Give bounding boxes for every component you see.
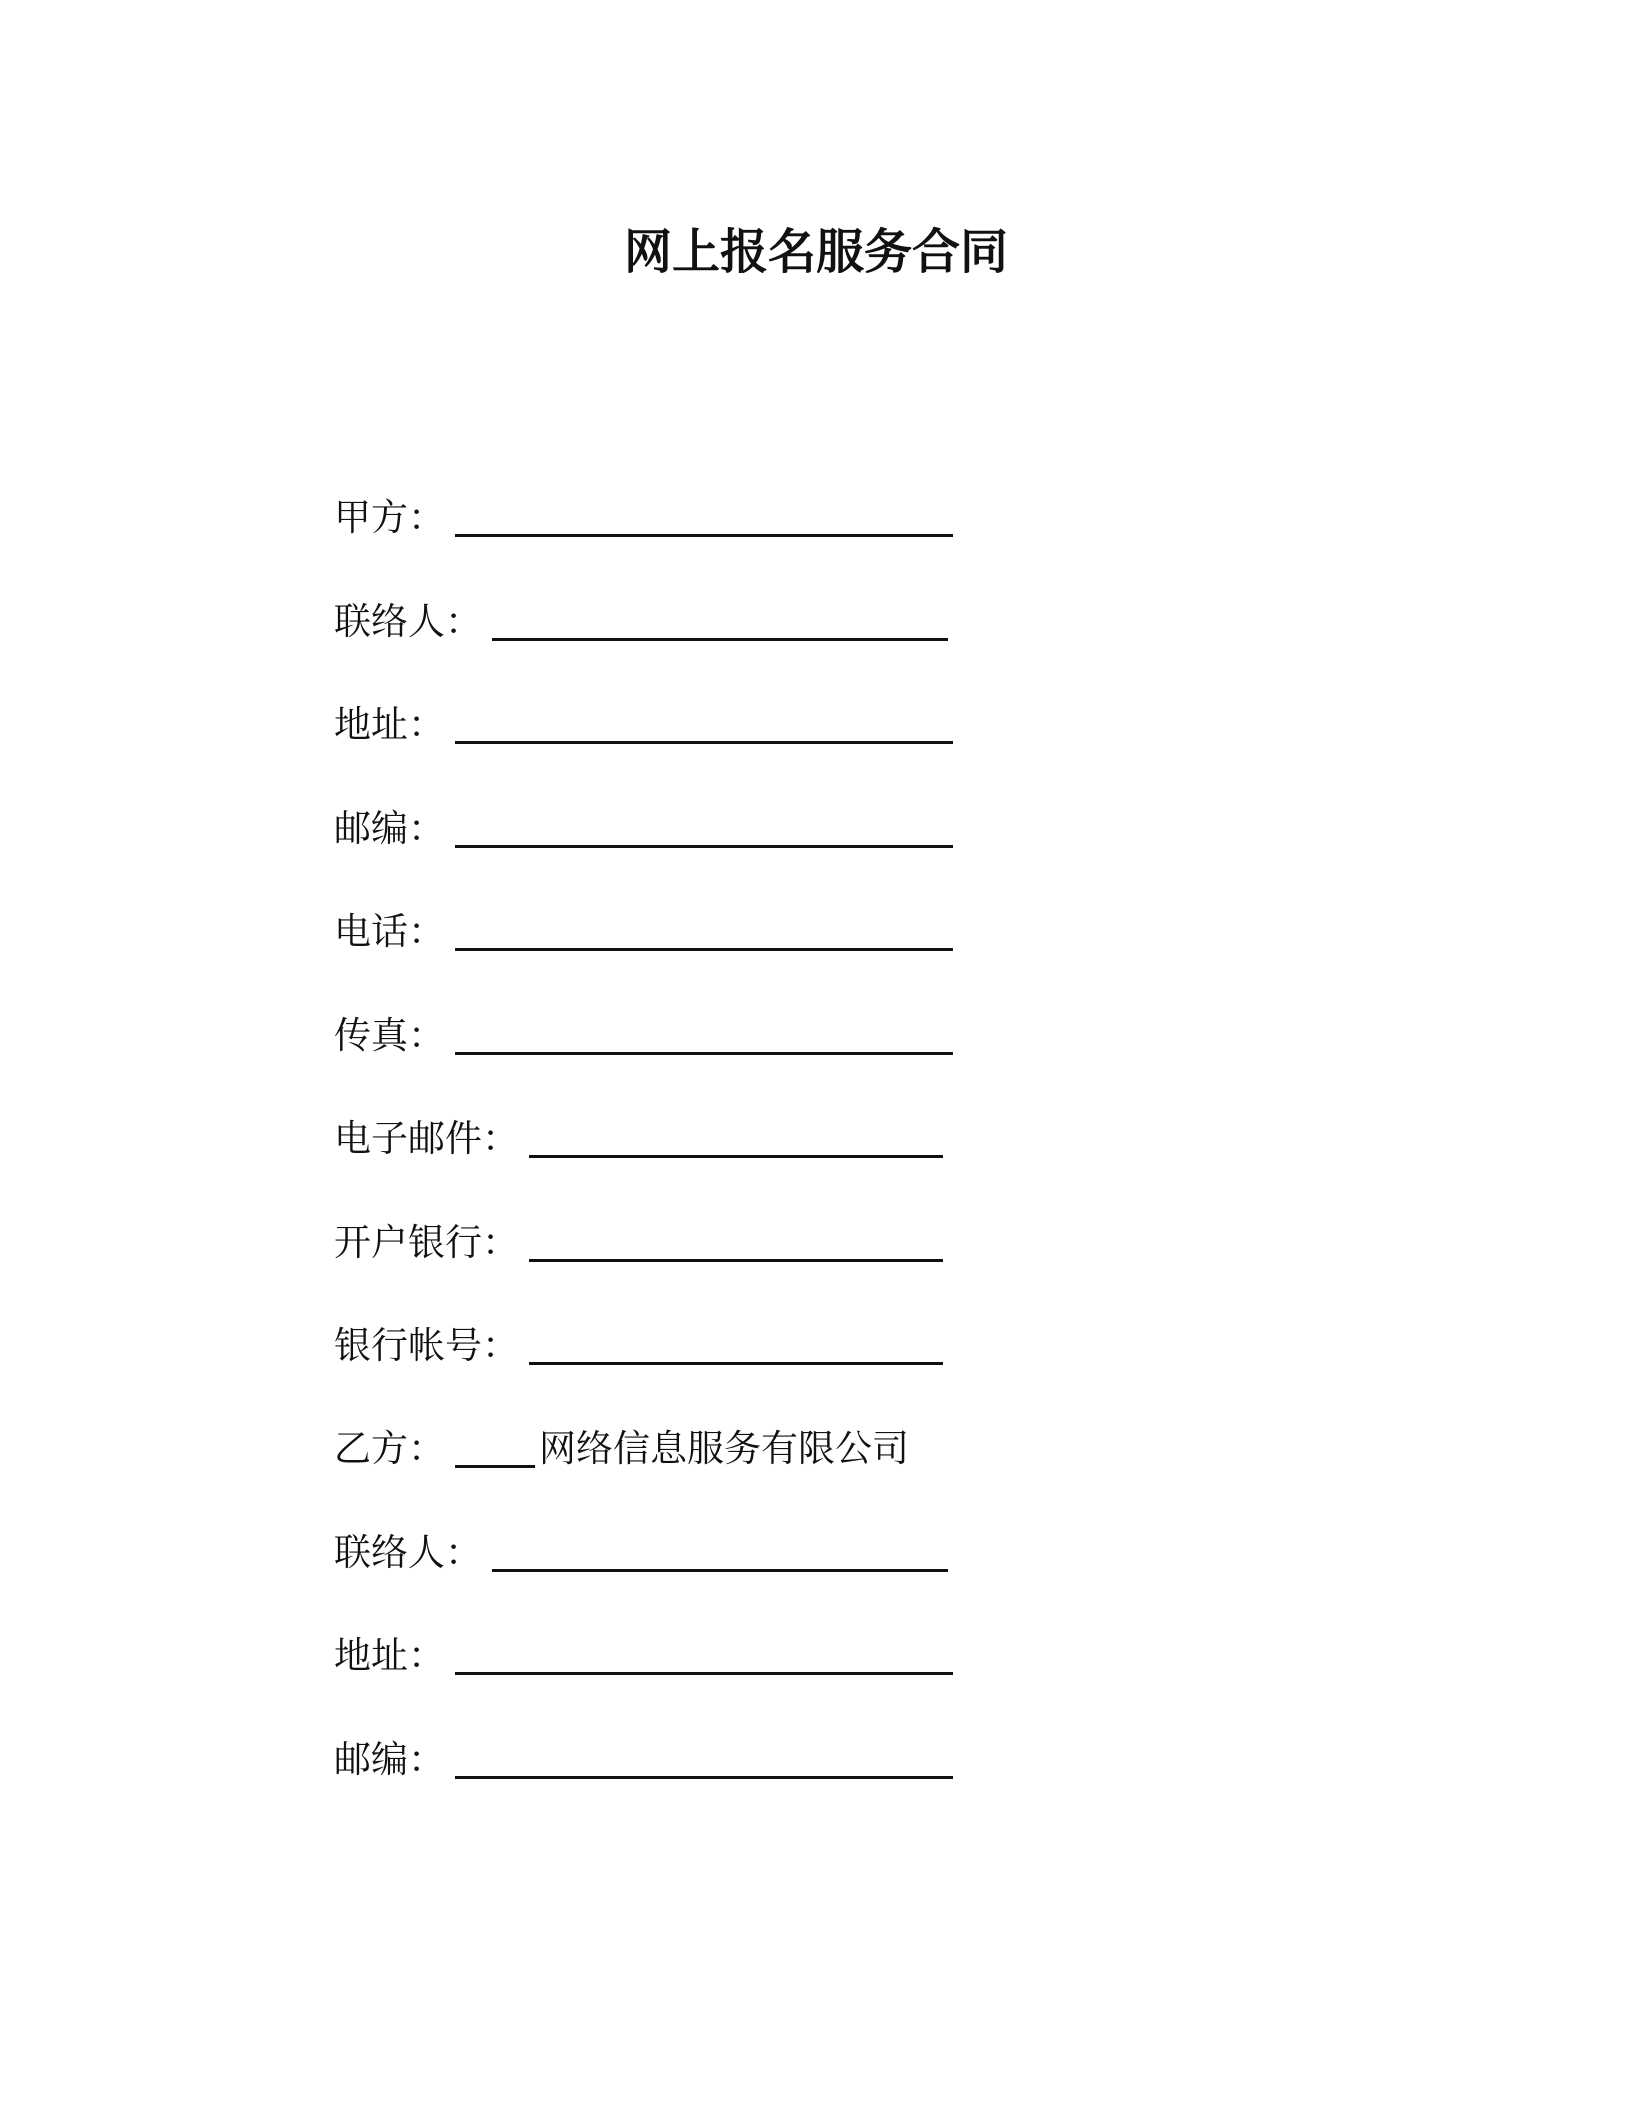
field-label: 甲方: [334, 496, 408, 539]
party-b-address-field: [334, 1631, 953, 1681]
party-b-contact-field: [334, 1528, 948, 1578]
field-colon: ：: [445, 600, 482, 643]
party-b-name-blank[interactable]: [455, 1431, 535, 1468]
party-a-email-blank[interactable]: [529, 1121, 943, 1158]
field-label: 联络人: [334, 600, 445, 643]
field-label: 邮编: [334, 1738, 408, 1781]
field-colon: ：: [408, 910, 445, 953]
field-label: 开户银行: [334, 1221, 482, 1264]
field-colon: ：: [482, 1221, 519, 1264]
field-label: 传真: [334, 1014, 408, 1057]
party-a-field: [334, 493, 953, 543]
party-a-address-blank[interactable]: [455, 707, 953, 744]
field-label: 电话: [334, 910, 408, 953]
party-a-postcode-field: [334, 804, 953, 854]
party-a-address-field: [334, 700, 953, 750]
field-label: 邮编: [334, 807, 408, 850]
field-label: 银行帐号: [334, 1324, 482, 1367]
field-colon: ：: [408, 1014, 445, 1057]
field-colon: ：: [408, 1427, 445, 1470]
party-a-fax-blank[interactable]: [455, 1018, 953, 1055]
party-b-company: 网络信息服务有限公司: [539, 1427, 909, 1470]
party-a-blank[interactable]: [455, 500, 953, 537]
field-colon: ：: [408, 1634, 445, 1677]
party-a-contact-blank[interactable]: [492, 604, 948, 641]
party-a-bank-blank[interactable]: [529, 1225, 943, 1262]
party-b-contact-blank[interactable]: [492, 1535, 948, 1572]
party-a-contact-field: [334, 597, 948, 647]
party-b-address-blank[interactable]: [455, 1638, 953, 1675]
field-colon: ：: [408, 807, 445, 850]
field-colon: ：: [408, 496, 445, 539]
document-title: 网上报名服务合同: [623, 224, 1008, 280]
party-b-postcode-field: [334, 1735, 953, 1785]
field-label: 乙方: [334, 1427, 408, 1470]
party-b-field: [334, 1424, 909, 1474]
party-b-postcode-blank[interactable]: [455, 1742, 953, 1779]
party-a-phone-field: [334, 907, 953, 957]
field-colon: ：: [482, 1117, 519, 1160]
field-colon: ：: [408, 1738, 445, 1781]
field-colon: ：: [408, 703, 445, 746]
field-colon: ：: [482, 1324, 519, 1367]
field-label: 地址: [334, 1634, 408, 1677]
field-label: 电子邮件: [334, 1117, 482, 1160]
field-label: 地址: [334, 703, 408, 746]
party-a-bank-field: [334, 1218, 943, 1268]
party-a-fax-field: [334, 1011, 953, 1061]
party-a-account-field: [334, 1321, 943, 1371]
party-a-account-blank[interactable]: [529, 1328, 943, 1365]
party-a-email-field: [334, 1114, 943, 1164]
party-a-postcode-blank[interactable]: [455, 811, 953, 848]
field-label: 联络人: [334, 1531, 445, 1574]
party-a-phone-blank[interactable]: [455, 914, 953, 951]
field-colon: ：: [445, 1531, 482, 1574]
